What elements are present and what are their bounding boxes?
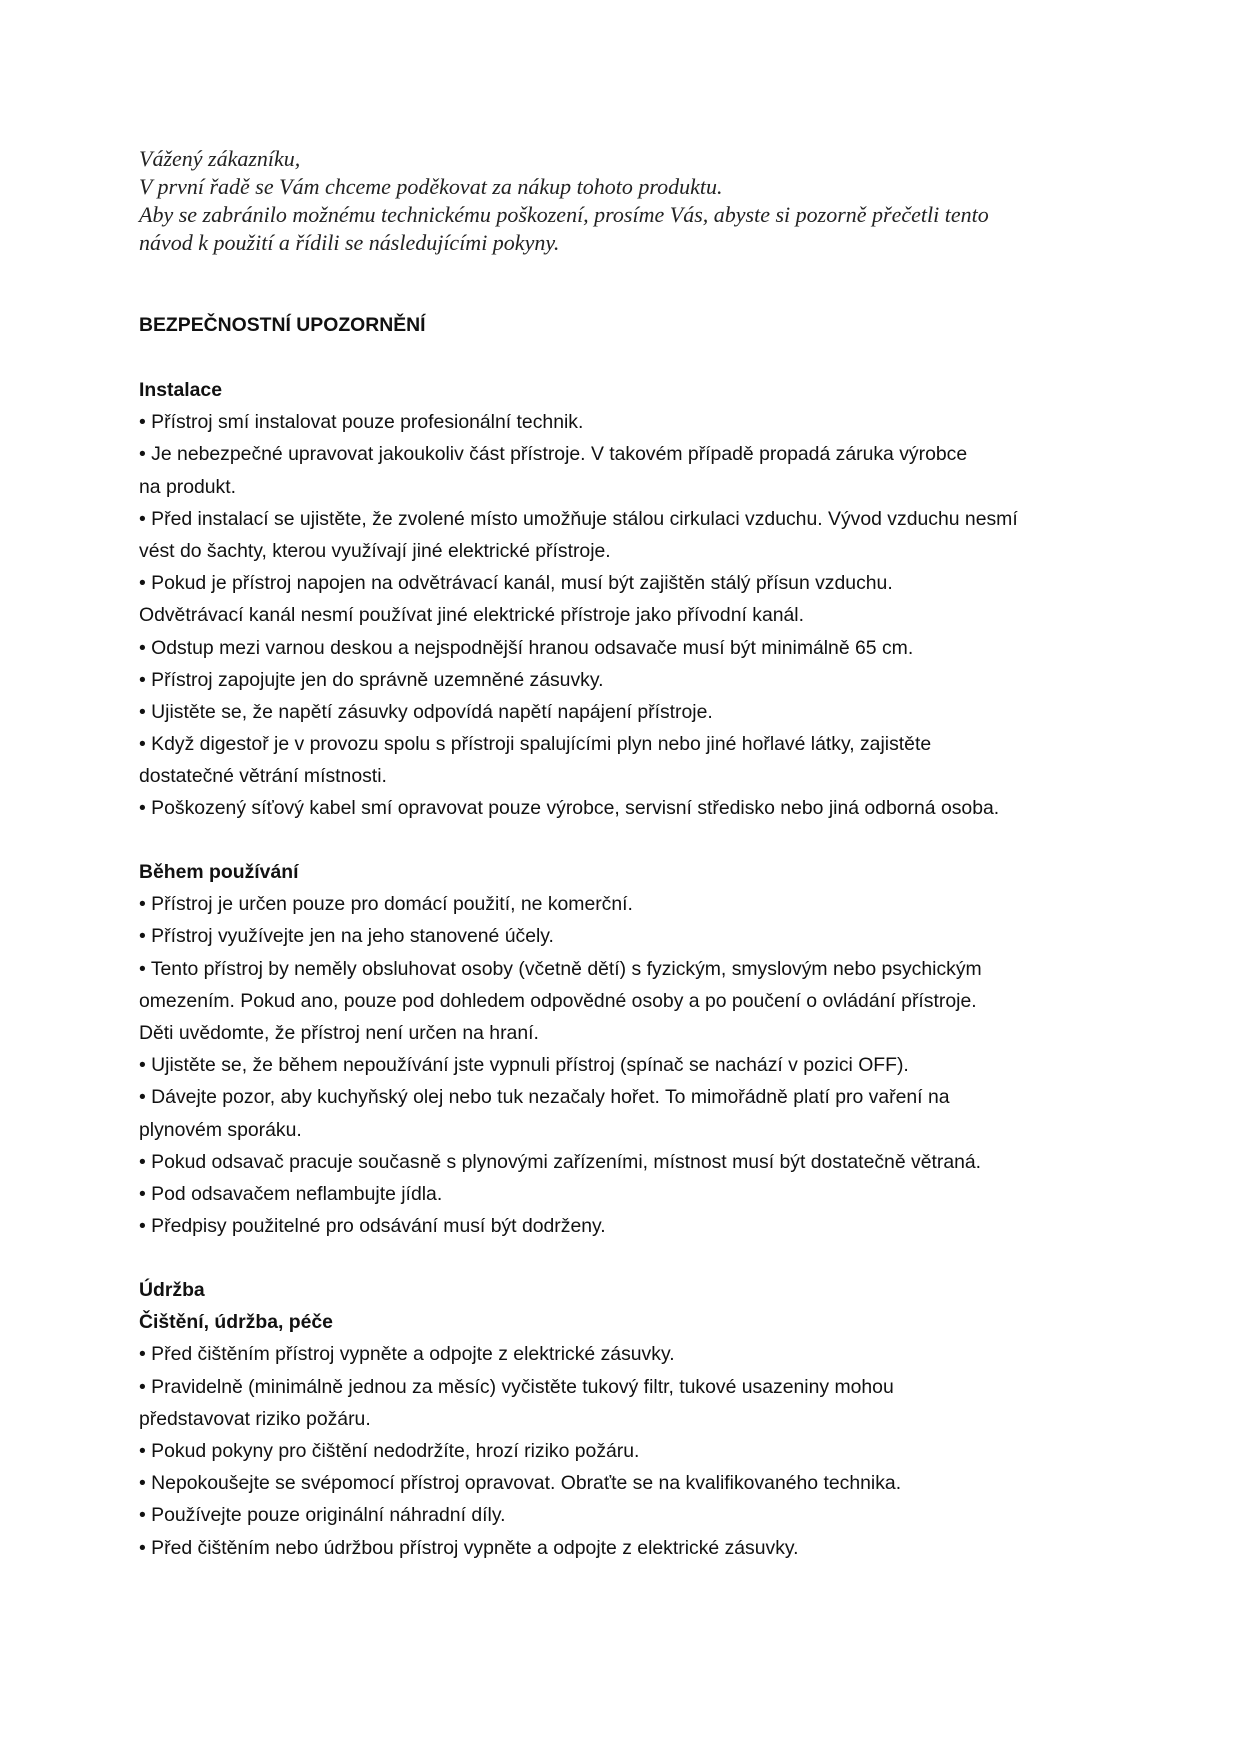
installation-line: • Před instalací se ujistěte, že zvolené místo umožňuje stálou cirkulaci vzduchu. Vývod vzduchu nesmí xyxy=(139,507,1018,530)
usage-line: • Předpisy použitelné pro odsávání musí být dodrženy. xyxy=(139,1215,606,1238)
usage-line: • Pod odsavačem neflambujte jídla. xyxy=(139,1182,443,1205)
intro-letter xyxy=(139,145,1119,257)
intro-greeting: Vážený zákazníku, xyxy=(139,146,301,171)
installation-line: • Poškozený síťový kabel smí opravovat pouze výrobce, servisní středisko nebo jiná odborná osoba. xyxy=(139,797,1000,820)
maintenance-line: • Používejte pouze originální náhradní díly. xyxy=(139,1504,506,1527)
section-maintenance xyxy=(139,1274,1119,1564)
installation-line: • Je nebezpečné upravovat jakoukoliv část přístroje. V takovém případě propadá záruka výrobce xyxy=(139,443,968,466)
maintenance-line: • Pokud pokyny pro čištění nedodržíte, hrozí riziko požáru. xyxy=(139,1439,640,1462)
intro-request-line-1: Aby se zabránilo možnému technickému poškození, prosíme Vás, abyste si pozorně přečetli tento xyxy=(139,202,989,227)
usage-line: • Přístroj je určen pouze pro domácí použití, ne komerční. xyxy=(139,893,633,916)
usage-line: • Tento přístroj by neměly obsluhovat osoby (včetně dětí) s fyzickým, smyslovým nebo psychickým xyxy=(139,957,982,980)
installation-line: dostatečné větrání místnosti. xyxy=(139,765,387,788)
section-heading-installation: Instalace xyxy=(139,379,222,401)
main-title-block xyxy=(139,309,1119,341)
section-subheading-cleaning: Čištění, údržba, péče xyxy=(139,1311,333,1334)
section-installation xyxy=(139,374,1119,825)
maintenance-line: představovat riziko požáru. xyxy=(139,1407,371,1430)
usage-line: • Přístroj využívejte jen na jeho stanovené účely. xyxy=(139,925,554,948)
maintenance-line: • Pravidelně (minimálně jednou za měsíc) vyčistěte tukový filtr, tukové usazeniny mohou xyxy=(139,1375,894,1398)
section-usage xyxy=(139,856,1119,1242)
installation-line: • Přístroj zapojujte jen do správně uzemněné zásuvky. xyxy=(139,668,604,691)
installation-line: vést do šachty, kterou využívají jiné elektrické přístroje. xyxy=(139,539,611,562)
installation-line: na produkt. xyxy=(139,475,237,498)
installation-line: • Přístroj smí instalovat pouze profesionální technik. xyxy=(139,411,584,434)
intro-thanks: V první řadě se Vám chceme poděkovat za nákup tohoto produktu. xyxy=(139,174,723,199)
usage-line: • Pokud odsavač pracuje současně s plynovými zařízeními, místnost musí být dostatečně větraná. xyxy=(139,1150,982,1173)
main-title: BEZPEČNOSTNÍ UPOZORNĚNÍ xyxy=(139,314,426,336)
installation-line: • Pokud je přístroj napojen na odvětrávací kanál, musí být zajištěn stálý přísun vzduchu. xyxy=(139,572,893,595)
intro-request-line-2: návod k použití a řídili se následujícími pokyny. xyxy=(139,230,560,255)
maintenance-line: • Před čištěním nebo údržbou přístroj vypněte a odpojte z elektrické zásuvky. xyxy=(139,1536,799,1559)
section-heading-maintenance: Údržba xyxy=(139,1279,205,1301)
maintenance-line: • Nepokoušejte se svépomocí přístroj opravovat. Obraťte se na kvalifikovaného technika. xyxy=(139,1472,902,1495)
section-heading-usage: Během používání xyxy=(139,861,299,883)
maintenance-line: • Před čištěním přístroj vypněte a odpojte z elektrické zásuvky. xyxy=(139,1343,675,1366)
installation-line: • Když digestoř je v provozu spolu s přístroji spalujícími plyn nebo jiné hořlavé látky, zajistěte xyxy=(139,733,932,756)
usage-line: • Dávejte pozor, aby kuchyňský olej nebo tuk nezačaly hořet. To mimořádně platí pro vaření na xyxy=(139,1086,950,1109)
usage-line: Děti uvědomte, že přístroj není určen na hraní. xyxy=(139,1021,539,1044)
installation-line: Odvětrávací kanál nesmí používat jiné elektrické přístroje jako přívodní kanál. xyxy=(139,604,804,627)
installation-line: • Odstup mezi varnou deskou a nejspodnější hranou odsavače musí být minimálně 65 cm. xyxy=(139,636,914,659)
usage-line: • Ujistěte se, že během nepoužívání jste vypnuli přístroj (spínač se nachází v pozici OFF). xyxy=(139,1054,909,1077)
installation-line: • Ujistěte se, že napětí zásuvky odpovídá napětí napájení přístroje. xyxy=(139,700,713,723)
usage-line: omezením. Pokud ano, pouze pod dohledem odpovědné osoby a po poučení o ovládání přístroje. xyxy=(139,989,977,1012)
usage-line: plynovém sporáku. xyxy=(139,1118,302,1141)
